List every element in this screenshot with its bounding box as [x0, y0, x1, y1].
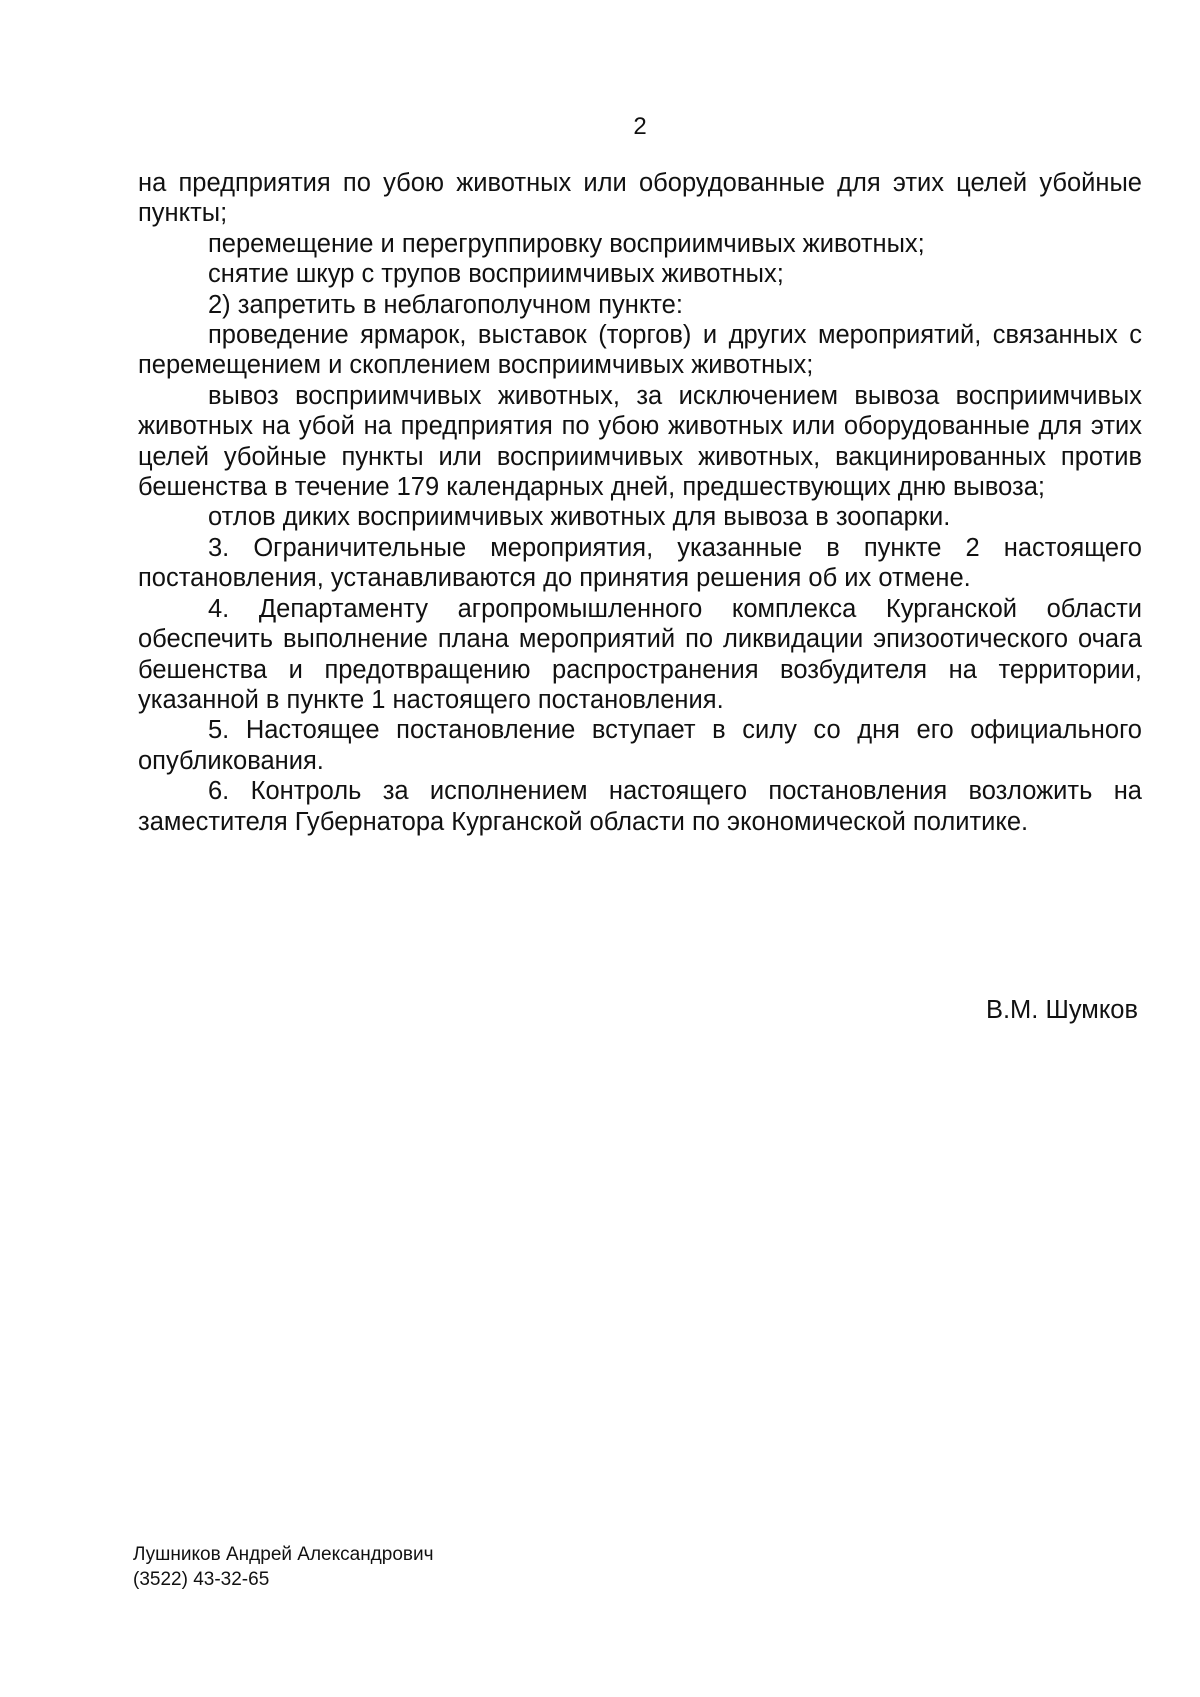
paragraph-relocation: перемещение и перегруппировку восприимчивых животных; — [208, 229, 925, 258]
paragraph-prohibit-heading: 2) запретить в неблагополучном пункте: — [208, 290, 683, 319]
paragraph-skinning: снятие шкур с трупов восприимчивых животных; — [208, 260, 784, 289]
paragraph-wild-capture: отлов диких восприимчивых животных для вывоза в зоопарки. — [208, 503, 951, 532]
paragraph-item-4: 4. Департаменту агропромышленного комплекса Курганской области обеспечить выполнение плана мероприятий по ликвидации эпизоотического очага бешенства и предотвращению распространения возбудителя на территории, указанной в пункте 1 настоящего постановления. — [138, 594, 1142, 714]
page-number: 2 — [633, 113, 647, 140]
executor-block — [133, 1542, 434, 1592]
document-body — [138, 168, 1142, 837]
executor-phone: (3522) 43-32-65 — [133, 1569, 270, 1590]
paragraph-item-3: 3. Ограничительные мероприятия, указанные в пункте 2 настоящего постановления, устанавливаются до принятия решения об их отмене. — [138, 533, 1142, 593]
executor-name: Лушников Андрей Александрович — [133, 1544, 434, 1565]
paragraph-export: вывоз восприимчивых животных, за исключением вывоза восприимчивых животных на убой на предприятия по убою животных или оборудованные для этих целей убойные пункты или восприимчивых животных, вакцинированных против бешенства в течение 179 календарных дней, предшествующих дню вывоза; — [138, 381, 1142, 502]
signature-name: В.М. Шумков — [985, 996, 1138, 1024]
paragraph-item-6: 6. Контроль за исполнением настоящего постановления возложить на заместителя Губернатора Курганской области по экономической политике. — [138, 777, 1142, 836]
paragraph-continuation: на предприятия по убою животных или оборудованные для этих целей убойные пункты; — [138, 169, 1142, 228]
paragraph-fairs: проведение ярмарок, выставок (торгов) и других мероприятий, связанных с перемещением и скоплением восприимчивых животных; — [138, 321, 1142, 380]
paragraph-item-5: 5. Настоящее постановление вступает в силу со дня его официального опубликования. — [138, 716, 1142, 775]
